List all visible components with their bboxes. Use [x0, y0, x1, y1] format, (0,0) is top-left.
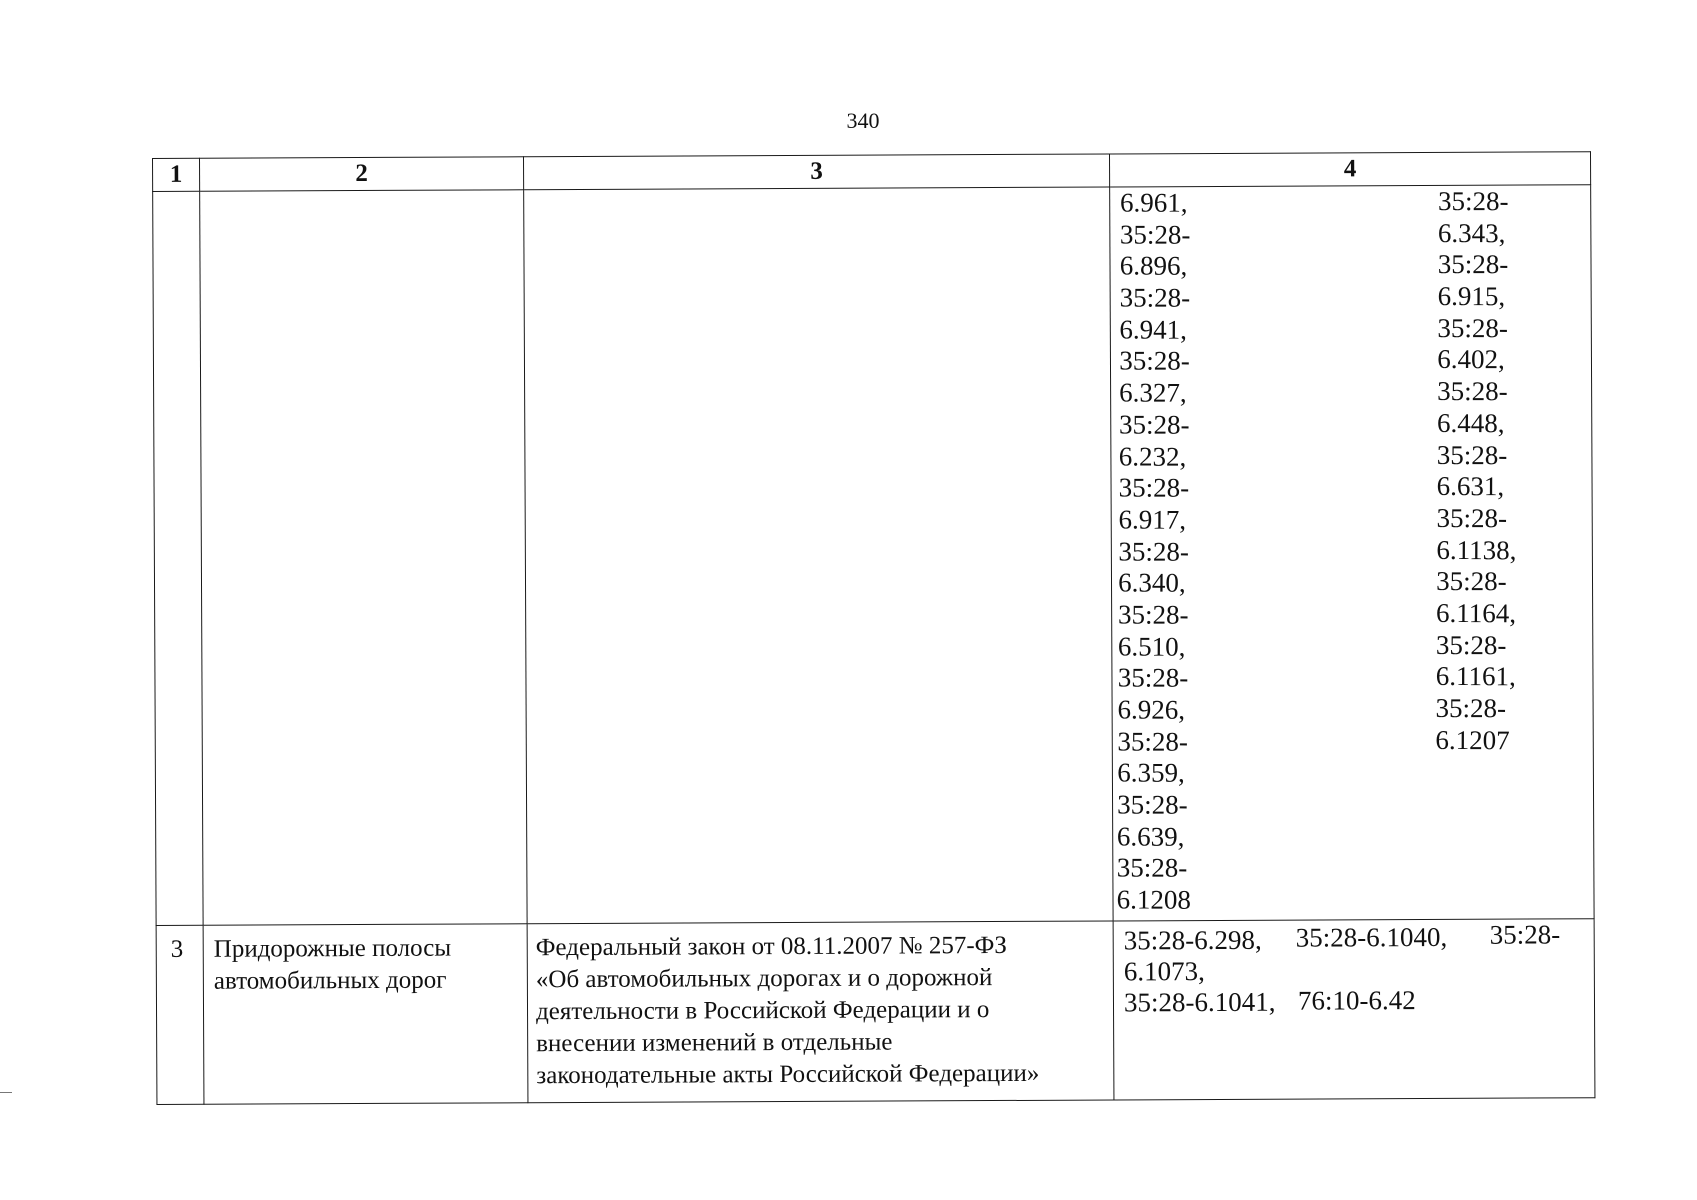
code-entry: 35:28- — [1489, 919, 1561, 950]
code-entry: 35:28-6.298, — [1123, 924, 1262, 956]
table-row — [156, 919, 1595, 1105]
code-entry: 35:28-6.1040, — [1295, 921, 1448, 953]
code-line: 35:28- — [1437, 376, 1508, 407]
code-line: 6.915, — [1437, 281, 1506, 312]
row1-number-cell — [153, 191, 203, 925]
code-entry: 35:28-6.1041, — [1123, 986, 1276, 1018]
code-line: 6.402, — [1437, 344, 1505, 375]
code-line: 35:28- — [1435, 692, 1507, 724]
code-line: 35:28- — [1118, 535, 1189, 567]
code-line: 6.232, — [1118, 440, 1187, 472]
code-line: 35:28- — [1119, 282, 1191, 313]
code-line: 35:28- — [1119, 219, 1191, 250]
code-line: 6.917, — [1118, 504, 1187, 535]
row2-codes-cell — [1113, 919, 1595, 1100]
code-line: 6.1208 — [1116, 884, 1191, 915]
code-line: 6.1138, — [1436, 534, 1517, 565]
law-line: Федеральный закон от 08.11.2007 № 257-ФЗ — [535, 931, 1007, 962]
code-line: 6.1207 — [1435, 724, 1510, 755]
law-line: внесении изменений в отдельные — [536, 1028, 893, 1058]
code-line: 35:28- — [1118, 409, 1190, 440]
document-table — [152, 151, 1595, 1105]
code-line: 6.1164, — [1435, 597, 1517, 629]
code-line: 6.631, — [1436, 471, 1505, 502]
name-line: Придорожные полосы — [213, 934, 452, 963]
scan-edge-mark — [0, 1092, 12, 1093]
code-line: 6.340, — [1118, 567, 1186, 599]
row1-codes-cell — [1110, 185, 1594, 921]
header-col-2: 2 — [200, 157, 524, 192]
code-line: 35:28- — [1119, 345, 1190, 377]
code-line: 35:28- — [1437, 249, 1509, 280]
law-line: деятельности в Российской Федерации и о — [535, 996, 990, 1026]
law-line: «Об автомобильных дорогах и о дорожной — [535, 964, 993, 994]
code-line: 6.639, — [1116, 821, 1185, 852]
code-line: 35:28- — [1117, 599, 1189, 630]
code-line: 35:28- — [1117, 789, 1188, 820]
code-line: 6.327, — [1119, 377, 1187, 408]
code-line: 6.448, — [1436, 407, 1505, 439]
code-line: 6.510, — [1117, 631, 1186, 662]
code-line: 6.941, — [1119, 314, 1188, 345]
code-line: 35:28- — [1435, 629, 1507, 660]
row2-number-cell: 3 — [156, 925, 204, 1104]
code-line: 6.961, — [1120, 187, 1188, 218]
code-line: 6.343, — [1437, 217, 1506, 248]
code-line: 35:28- — [1437, 312, 1509, 344]
codes-column-right — [1435, 186, 1518, 757]
law-line: законодательные акты Российской Федерации» — [536, 1059, 1040, 1090]
code-line: 35:28- — [1436, 566, 1507, 597]
code-line: 35:28- — [1436, 439, 1508, 470]
code-entry: 6.1073, — [1123, 956, 1205, 987]
header-col-1: 1 — [153, 158, 200, 191]
codes-column-left — [1117, 187, 1195, 916]
row2-law-cell — [527, 921, 1114, 1103]
row1-name-cell — [200, 190, 527, 926]
code-line: 35:28- — [1117, 726, 1189, 757]
code-line: 35:28- — [1117, 662, 1189, 694]
code-line: 35:28- — [1116, 852, 1188, 884]
code-entry: 76:10-6.42 — [1297, 985, 1416, 1016]
header-col-3: 3 — [523, 154, 1109, 190]
page-number: 340 — [846, 108, 880, 133]
name-line: автомобильных дорог — [213, 966, 447, 995]
code-line: 6.359, — [1117, 757, 1185, 789]
code-line: 6.926, — [1117, 694, 1186, 725]
row1-law-cell — [524, 187, 1113, 924]
code-line: 6.1161, — [1435, 661, 1516, 692]
code-line: 35:28- — [1437, 185, 1509, 217]
code-line: 6.896, — [1119, 250, 1188, 282]
code-line: 35:28- — [1118, 472, 1190, 503]
code-line: 35:28- — [1436, 502, 1508, 534]
row2-name-cell — [203, 924, 528, 1105]
header-col-4: 4 — [1109, 152, 1590, 187]
table-row — [153, 185, 1594, 926]
